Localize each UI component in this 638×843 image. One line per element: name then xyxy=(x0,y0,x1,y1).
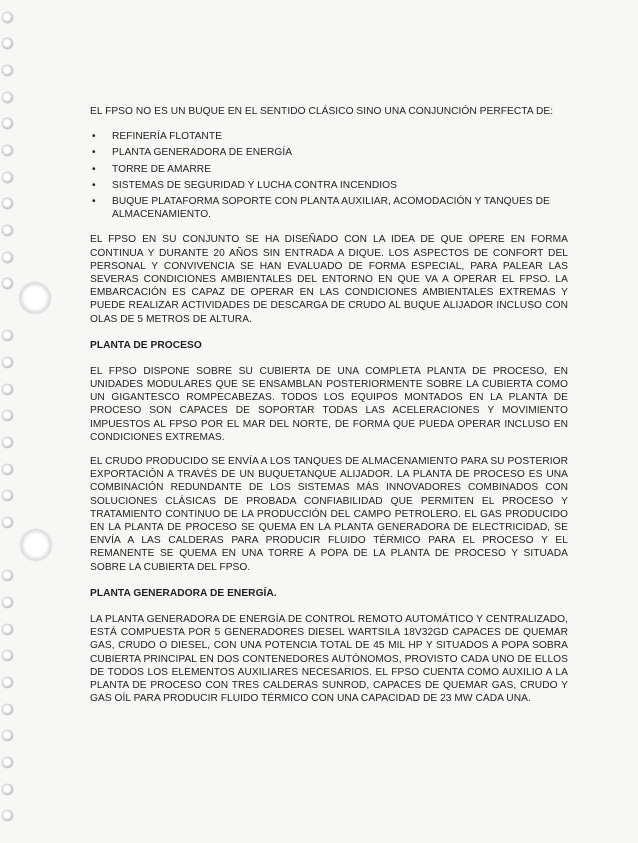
binder-hole xyxy=(2,357,13,368)
binder-hole xyxy=(2,330,13,341)
binder-hole xyxy=(2,225,13,236)
binder-hole xyxy=(2,65,13,76)
binder-hole xyxy=(2,650,13,661)
binder-hole xyxy=(2,677,13,688)
paragraph: EL CRUDO PRODUCIDO SE ENVÍA A LOS TANQUES DE ALMACENAMIENTO PARA SU POSTERIOR EXPORTACIÓN A TRAVÉS DE UN BUQUETANQUE ALIJADOR. LA PLANTA DE PROCESO ES UNA COMBINACIÓN REDUNDANTE DE LOS SISTEMAS MÁS INNOVADORES COMBINADOS CON SOLUCIONES CLÁSICAS DE PROBADA CONFIABILIDAD QUE PERMITEN EL PROCESO Y TRATAMIENTO CONTINUO DE LA PRODUCCIÓN DEL CAMPO PETROLERO. EL GAS PRODUCIDO EN LA PLANTA DE PROCESO SE QUEMA EN LA PLANTA GENERADORA DE ELECTRICIDAD, SE ENVÍA A LAS CALDERAS PARA PRODUCIR FLUIDO TÉRMICO PARA EL PROCESO Y EL REMANENTE SE QUEMA EN UNA TORRE A POPA DE LA PLANTA DE PROCESO Y SITUADA SOBRE LA CUBIERTA DEL FPSO. xyxy=(90,456,568,573)
binder-hole xyxy=(2,464,13,475)
list-item: • SISTEMAS DE SEGURIDAD Y LUCHA CONTRA INCENDIOS xyxy=(90,179,568,192)
binder-hole xyxy=(2,410,13,421)
section-heading-power-plant: PLANTA GENERADORA DE ENERGÍA. xyxy=(90,587,277,599)
binder-hole xyxy=(2,517,13,528)
list-item: • PLANTA GENERADORA DE ENERGÍA xyxy=(90,146,568,159)
overview-paragraph: EL FPSO EN SU CONJUNTO SE HA DISEÑADO CON LA IDEA DE QUE OPERE EN FORMA CONTINUA Y DURANTE 20 AÑOS SIN ENTRADA A DIQUE. LOS ASPECTOS DE CONFORT DEL PERSONAL Y CONVIVENCIA SE HAN EVALUADO DE FORMA ESPECIAL, PARA PALEAR LAS SEVERAS CONDICIONES AMBIENTALES DEL ENTORNO EN QUE VA A OPERAR EL FPSO. LA EMBARCACIÓN ES CAPAZ DE OPERAR EN LAS CONDICIONES AMBIENTALES EXTREMAS Y PUEDE REALIZAR ACTIVIDADES DE DESCARGA DE CRUDO AL BUQUE ALIJADOR INCLUSO CON OLAS DE 5 METROS DE ALTURA. xyxy=(90,234,568,325)
binder-hole xyxy=(2,38,13,49)
binder-hole xyxy=(2,118,13,129)
binder-hole xyxy=(2,145,13,156)
document-body xyxy=(90,105,568,716)
binder-hole xyxy=(2,810,13,821)
punch-hole xyxy=(20,283,50,313)
binder-hole xyxy=(2,490,13,501)
binder-holes xyxy=(0,0,22,843)
binder-hole xyxy=(2,92,13,103)
section-heading-process-plant: PLANTA DE PROCESO xyxy=(90,339,202,351)
binder-hole xyxy=(2,624,13,635)
binder-hole xyxy=(2,278,13,289)
binder-hole xyxy=(2,570,13,581)
binder-hole xyxy=(2,252,13,263)
binder-hole xyxy=(2,730,13,741)
binder-hole xyxy=(2,784,13,795)
binder-hole xyxy=(2,172,13,183)
list-item: • TORRE DE AMARRE xyxy=(90,163,568,176)
intro-text: EL FPSO NO ES UN BUQUE EN EL SENTIDO CLÁSICO SINO UNA CONJUNCIÓN PERFECTA DE: xyxy=(90,106,554,117)
list-item: • BUQUE PLATAFORMA SOPORTE CON PLANTA AUXILIAR, ACOMODACIÓN Y TANQUES DE ALMACENAMIENTO. xyxy=(90,195,568,221)
punch-hole xyxy=(21,530,51,560)
binder-hole xyxy=(2,384,13,395)
binder-hole xyxy=(2,757,13,768)
binder-hole xyxy=(2,437,13,448)
list-item: • REFINERÍA FLOTANTE xyxy=(90,130,568,143)
paragraph: EL FPSO DISPONE SOBRE SU CUBIERTA DE UNA COMPLETA PLANTA DE PROCESO, EN UNIDADES MODULARES QUE SE ENSAMBLAN POSTERIORMENTE SOBRE LA CUBIERTA COMO UN GIGANTESCO ROMPECABEZAS. TODOS LOS EQUIPOS MONTADOS EN LA PLANTA DE PROCESO SON CAPACES DE SOPORTAR TODAS LAS ACELERACIONES Y MOVIMIENTO IMPUESTOS AL FPSO POR EL MAR DEL NORTE, DE FORMA QUE PUEDA OPERAR INCLUSO EN CONDICIONES EXTREMAS. xyxy=(90,365,568,443)
binder-hole xyxy=(2,12,13,23)
binder-hole xyxy=(2,597,13,608)
components-list xyxy=(90,130,568,221)
binder-hole xyxy=(2,704,13,715)
binder-hole xyxy=(2,198,13,209)
paragraph: LA PLANTA GENERADORA DE ENERGÍA DE CONTROL REMOTO AUTOMÁTICO Y CENTRALIZADO, ESTÁ COMPUESTA POR 5 GENERADORES DIESEL WARTSILA 18V32GD CAPACES DE QUEMAR GAS, CRUDO O DIESEL, CON UNA POTENCIA TOTAL DE 45 MIL HP Y SITUADOS A POPA SOBRA CUBIERTA PRINCIPAL EN DOS CONTENEDORES AUTÓNOMOS, PROVISTO CADA UNO DE ELLOS DE TODOS LOS ELEMENTOS AUXILIARES NECESARIOS. EL FPSO CUENTA COMO AUXILIO A LA PLANTA DE PROCESO CON TRES CALDERAS SUNROD, CAPACES DE QUEMAR GAS, CRUDO Y GAS OÍL PARA PRODUCIR FLUIDO TÉRMICO CON UNA CAPACIDAD DE 23 MW CADA UNA. xyxy=(90,613,568,705)
